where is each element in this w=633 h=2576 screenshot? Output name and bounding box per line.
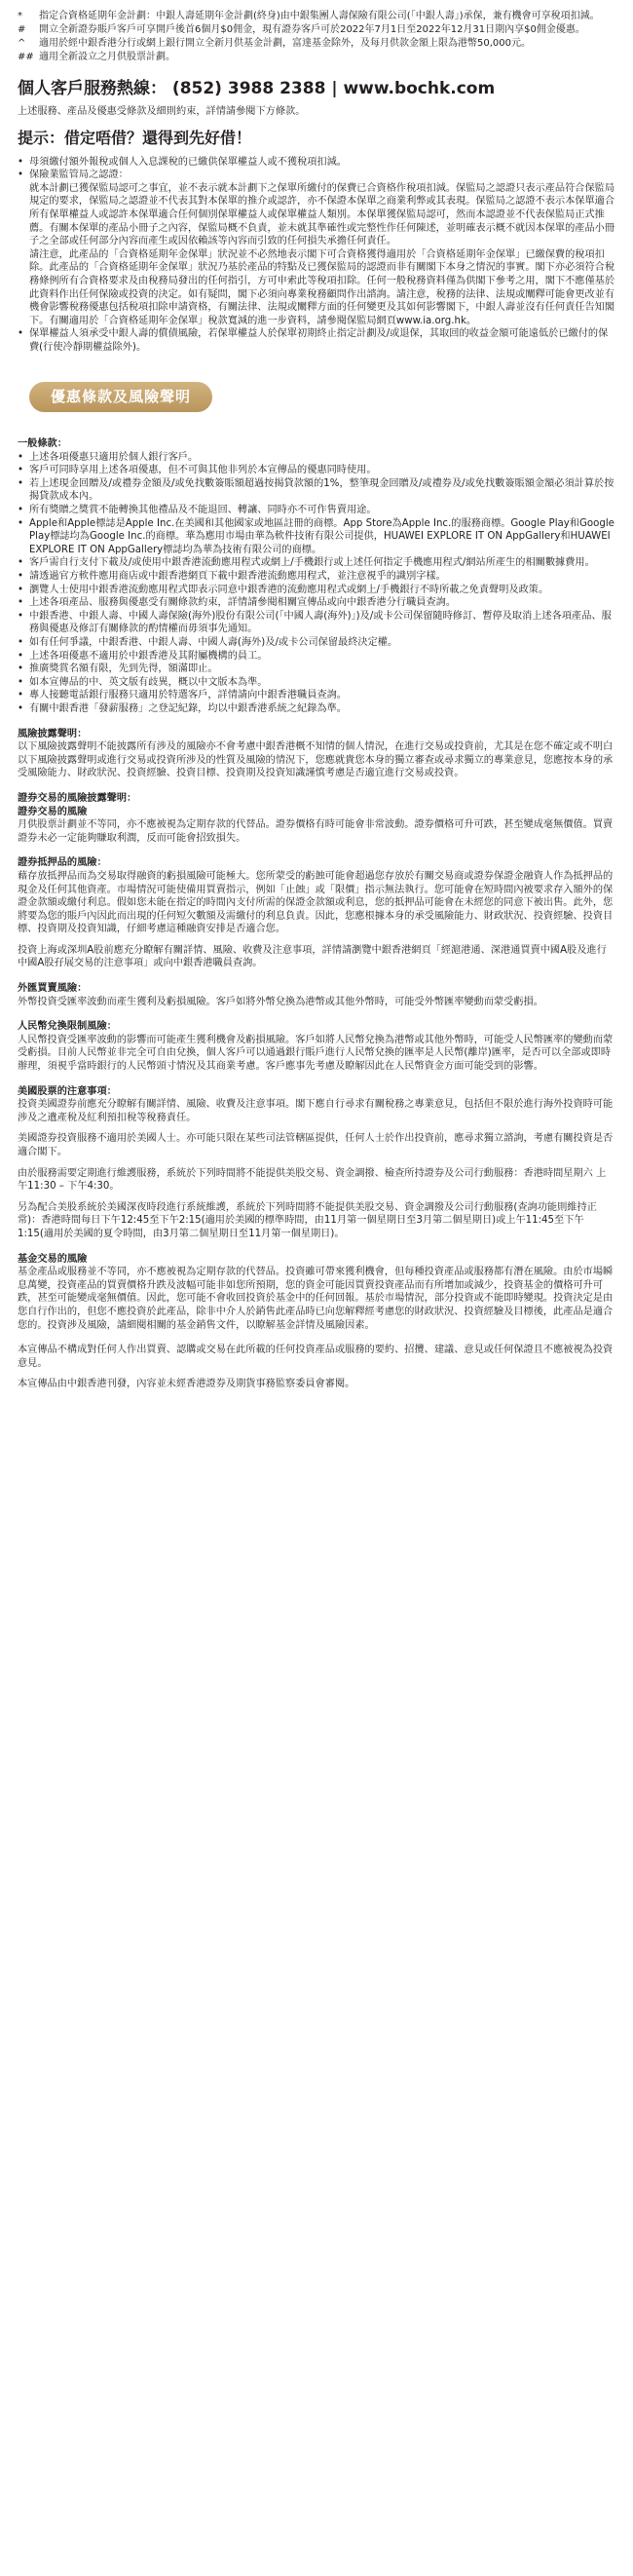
securities-risk bbox=[18, 792, 615, 845]
rmb-risk-title: 人民幣兌換限制風險： bbox=[18, 1021, 117, 1033]
list-item: • 如有任何爭議，中銀香港、中銀人壽、中國人壽(海外)及/或卡公司保留最終決定權。 bbox=[18, 636, 615, 650]
footnote: ^ 適用於經中銀香港分行或網上銀行開立全新月供基金計劃，富達基金除外，及每月供款金額上限為港幣50,000元。 bbox=[18, 38, 531, 49]
fx-risk bbox=[18, 982, 615, 1008]
ia-certification-body-2: 請注意，此產品的「合資格延期年金保單」狀況並不必然地表示閣下可合資格獲得適用於「合資格延期年金保單」已繳保費的稅項扣除。此產品的「合資格延期年金保單」狀況乃基於產品的特點及已獲保監局的認證而非有關閣下本身之情況的事實。閣下亦必須符合稅務條例所有合資格要求及由稅務局發出的任何指引，方可申索此等稅項扣除。任何一般稅務資料僅為供閣下參考之用，閣下不應僅基於此資料作出任何保險或投資的決定。如有疑問，閣下必須向專業稅務顧問作出諮詢。請注意，稅務的法律、法規或闡釋可能會更改並有機會影響稅務優惠包括稅項扣除申請資格，有關法律、法規或闡釋方面的任何變更及其如何影響閣下，中銀人壽並沒有任何責任告知閣下。有關適用於「合資格延期年金保單」稅款寬減的進一步資料，請參閱保監局網頁www.ia.org.hk。 bbox=[29, 248, 615, 326]
tax-bullet-list bbox=[18, 156, 615, 355]
securities-risk-text: 月供股票計劃並不等同，亦不應被視為定期存款的代替品。證券價格有時可能會非常波動。證券價格可升可跌，甚至變成毫無價值。買賣證券未必一定能夠賺取利潤，反而可能會招致損失。 bbox=[18, 819, 614, 844]
general-terms-list bbox=[18, 451, 615, 716]
list-item: • 客戶可同時享用上述各項優惠，但不可與其他非列於本宣傳品的優惠同時使用。 bbox=[18, 464, 615, 477]
ia-certification-body: 就本計劃已獲保監局認可之事宜，並不表示就本計劃下之保單所繳付的保費已合資格作稅項扣減。保監局之認證只表示產品符合保監局規定的要求，保監局之認證並不代表其對本保單的推介或認許，亦不保證本保單之商業利弊或其表現。保監局之認證不表示本保單適合所有保單權益人或認許本保單適合任何個別保單權益人或保單權益人類別。本保單獲保監局認可，然而本認證並不代表保監局正式推薦。有關本保單的產品小冊子之內容，保監局概不負責，並未就其準確性或完整性作任何陳述，並明確表示概不就因本保單的產品小冊子之全部或任何部分內容而產生或因依賴該等內容而引致的任何損失承擔任何責任。 bbox=[29, 182, 615, 247]
list-item: • Apple和Apple標誌是Apple Inc.在美國和其他國家或地區註冊的商標。App Store為Apple Inc.的服務商標。Google Play和Google Play標誌均為Google Inc.的商標。華為應用市場由華為軟件技術有限公司提供，HUAWEI EXPLORE IT ON AppGallery和HUAWEI EXPLORE IT ON AppGallery標誌均為華為技術有限公司的商標。 bbox=[18, 517, 615, 557]
list-item: • 中銀香港、中銀人壽、中國人壽保險(海外)股份有限公司(「中國人壽(海外)」)及/或卡公司保留隨時修訂、暫停及取消上述各項產品、服務與優惠及修訂有關條款的酌情權而毋須事先通知。 bbox=[18, 610, 615, 636]
list-item: • 保單權益人須承受中銀人壽的償債風險，若保單權益人於保單初期終止指定計劃及/或退保，其取回的收益金額可能遠低於已繳付的保費(行使冷靜期權益除外)。 bbox=[18, 327, 615, 354]
fund-risk-title: 基金交易的風險 bbox=[18, 1253, 88, 1265]
list-item: • 推廣獎賞名額有限，先到先得，額滿即止。 bbox=[18, 663, 615, 676]
terms-banner: 優惠條款及風險聲明 bbox=[29, 382, 212, 413]
closing-disclaimer: 本宣傳品不構成對任何人作出買賣、認購或交易在此所載的任何投資產品或服務的要約、招攬、建議、意見或任何保證且不應被視為投資意見。 bbox=[18, 1345, 614, 1369]
us-stock-title: 美國股票的注意事項： bbox=[18, 1085, 117, 1097]
footnote: ## 適用全新設立之月供股票計劃。 bbox=[18, 52, 175, 62]
collateral-risk-title: 證券抵押品的風險： bbox=[18, 857, 107, 869]
securities-risk-subtitle: 證券交易的風險 bbox=[18, 806, 88, 817]
list-item: • 若上述現金回贈及/或禮券金額及/或免找數簽賬額超過按揭貸款額的1%，整筆現金回贈及/或禮券及/或免找數簽賬額金額必須計算於按揭貸款成本內。 bbox=[18, 477, 615, 504]
ia-certification-title: • 保險業監管局之認證： bbox=[29, 170, 129, 181]
list-item: • 母須繳付額外報稅或個人入息課稅的已繳供保單權益人或不獲稅項扣減。 bbox=[18, 156, 615, 170]
list-item: • 瀏覽人士使用中銀香港流動應用程式即表示同意中銀香港的流動應用程式或網上/手機銀行不時所載之免責聲明及政策。 bbox=[18, 584, 615, 597]
service-hotline: 個人客戶服務熱線： (852) 3988 2388 | www.bochk.com bbox=[18, 79, 496, 98]
us-stock-text-2: 美國證券投資服務不適用於美國人士。亦可能只限在某些司法管轄區提供，任何人士於作出投資前，應尋求獨立諮詢，考慮有關投資是否適合閣下。 bbox=[18, 1133, 614, 1157]
collateral-risk bbox=[18, 856, 615, 970]
fund-risk bbox=[18, 1253, 615, 1333]
us-stock-maintenance-2: 另為配合美股系統於美國深夜時段進行系統維護，系統於下列時間將不能提供美股交易、資金調撥及公司行動服務(查詢功能則維持正常)：香港時間每日下午12:45至下午2:15(適用於美國的標準時間，由11月第一個星期日至3月第二個星期日)或上午11:45至下午1:15(適用於美國的夏令時間，由3月第二個星期日至11月第一個星期日)。 bbox=[18, 1201, 597, 1239]
us-stock-notice bbox=[18, 1085, 615, 1241]
risk-disclosure-text: 以下風險披露聲明不能披露所有涉及的風險亦不會考慮中銀香港概不知情的個人情況，在進行交易或投資前，尤其是在您不確定或不明白以下風險披露聲明或進行交易或投資所涉及的性質及風險的情況下，您應就貴您本身的獨立審查或尋求獨立的專業意見，您應按本身的承受風險能力、財政狀況、投資經驗、投資目標、投資期及投資知識謹慎考慮是否適宜進行交易或投資。 bbox=[18, 741, 614, 779]
a-share-notice: 投資上海或深圳A股前應充分瞭解有關詳情、風險、收費及注意事項，詳情請瀏覽中銀香港網頁「經滬港通、深港通買賣中國A股及進行中國A股孖展交易的注意事項」或向中銀香港職員查詢。 bbox=[18, 944, 607, 969]
intro-text: 上述服務、產品及優惠受條款及細則約束，詳情請參閱下方條款。 bbox=[18, 106, 306, 117]
list-item: • 上述各項優惠不適用於中銀香港及其附屬機構的員工。 bbox=[18, 650, 615, 663]
list-item: • 所有獎贈之獎賞不能轉換其他禮品及不能退回、轉讓、同時亦不可作售賣用途。 bbox=[18, 504, 615, 517]
risk-disclosure bbox=[18, 728, 615, 780]
list-item: • 客戶需自行支付下載及/或使用中銀香港流動應用程式或網上/手機銀行或上述任何指定手機應用程式/網站所產生的相關數據費用。 bbox=[18, 556, 615, 570]
risk-disclosure-title: 風險披露聲明： bbox=[18, 728, 88, 739]
securities-risk-title: 證券交易的風險披露聲明： bbox=[18, 792, 137, 804]
borrowing-reminder: 提示：借定唔借？還得到先好借！ bbox=[18, 128, 252, 147]
general-terms-title: 一般條款： bbox=[18, 438, 67, 450]
issuer-statement: 本宣傳品由中銀香港刊發，內容並未經香港證券及期貨事務監察委員會審閱。 bbox=[18, 1379, 355, 1390]
collateral-risk-text: 藉存放抵押品而為交易取得融資的虧損風險可能極大。您所蒙受的虧蝕可能會超過您存放於有關交易商或證券保證金融資人作為抵押品的現金及任何其他資產。市場情況可能使備用買賣指示，例如「止蝕」或「限價」指示無法執行。您可能會在短時間內被要求存入額外的保證金款額或繳付利息。假如您未能在指定的時間內支付所需的保證金款額或利息，您的抵押品可能會在未經您的同意下被出售。此外，您將要為您的賬戶內因此而出現的任何短欠數額及需繳付的利息負責。因此，您應根據本身的承受風險能力、財政狀況、投資經驗、投資目標、投資期及投資知識，仔細考慮這種融資安排是否適合您。 bbox=[18, 870, 614, 935]
list-item: • 專人接聽電話銀行服務只適用於特選客戶，詳情請向中銀香港職員查詢。 bbox=[18, 689, 615, 702]
fx-risk-title: 外匯買賣風險： bbox=[18, 983, 88, 995]
rmb-risk-text: 人民幣投資受匯率波動的影響而可能產生獲利機會及虧損風險。客戶如將人民幣兌換為港幣或其他外幣時，可能受人民幣匯率的變動而蒙受虧損。目前人民幣並非完全可自由兌換，個人客戶可以通過銀行賬戶進行人民幣兌換的匯率是人民幣(離岸)匯率，是否可以全部或即時辦理，須視乎當時銀行的人民幣頭寸情況及其商業考慮。客戶應事先考慮及瞭解因此在人民幣資金方面可能受到的影響。 bbox=[18, 1034, 614, 1073]
general-terms bbox=[18, 437, 615, 715]
list-item: • 如本宣傳品的中、英文版有歧異，概以中文版本為準。 bbox=[18, 676, 615, 690]
list-item: • 有關中銀香港「發薪服務」之登記紀錄，均以中銀香港系統之紀錄為準。 bbox=[18, 702, 615, 716]
list-item bbox=[18, 169, 615, 327]
footnote: # 開立全新證券賬戶客戶可享開戶後首6個月$0佣金，現有證券客戶可於2022年7月1日至2022年12月31日期內享$0佣金優惠。 bbox=[18, 24, 585, 35]
us-stock-text: 投資美國證券前應充分瞭解有關詳情、風險、收費及注意事項。閣下應自行尋求有關稅務之專業意見，包括但不限於進行海外投資時可能涉及之遺產稅及紅利預扣稅等稅務責任。 bbox=[18, 1099, 614, 1123]
footnotes bbox=[18, 10, 615, 64]
list-item: • 上述各項產品、服務與優惠受有關條款約束，詳情請參閱相關宣傳品或向中銀香港分行職員查詢。 bbox=[18, 596, 615, 610]
rmb-risk bbox=[18, 1020, 615, 1073]
footnote: * 指定合資格延期年金計劃：中銀人壽延期年金計劃(終身)由中銀集團人壽保險有限公司(「中銀人壽」)承保，兼有機會可享稅項扣減。 bbox=[18, 11, 600, 21]
fund-risk-text: 基金產品或服務並不等同，亦不應被視為定期存款的代替品。投資雖可帶來獲利機會，但每種投資產品或服務都有潛在風險。由於市場瞬息萬變，投資產品的買賣價格升跌及波幅可能非如您所預期，您的資金可能因買賣投資產品而有所增加或減少，投資基金的價格可升可跌，甚至可能變成毫無價值。因此，您可能不會收回投資於基金中的任何回報。基於市場情況，部分投資或不能即時變現。投資決定是由您自行作出的，但您不應投資於此產品，除非中介人於銷售此產品時已向您解釋經考慮您的財政狀況、投資經驗及目標後，此產品是適合您的。投資涉及風險，請細閱相關的基金銷售文件，以瞭解基金詳情及風險因素。 bbox=[18, 1267, 614, 1331]
fx-risk-text: 外幣投資受匯率波動而產生獲利及虧損風險。客戶如將外幣兌換為港幣或其他外幣時，可能受外幣匯率變動而蒙受虧損。 bbox=[18, 996, 543, 1007]
us-stock-maintenance: 由於服務需要定期進行維護服務，系統於下列時間將不能提供美股交易、資金調撥、檢查所持證券及公司行動服務：香港時間星期六 上午11:30 – 下午4:30。 bbox=[18, 1167, 607, 1193]
list-item: • 請透過官方軟件應用商店或中銀香港網頁下載中銀香港流動應用程式，並注意視乎的識別字樣。 bbox=[18, 570, 615, 584]
list-item: • 上述各項優惠只適用於個人銀行客戶。 bbox=[18, 451, 615, 465]
